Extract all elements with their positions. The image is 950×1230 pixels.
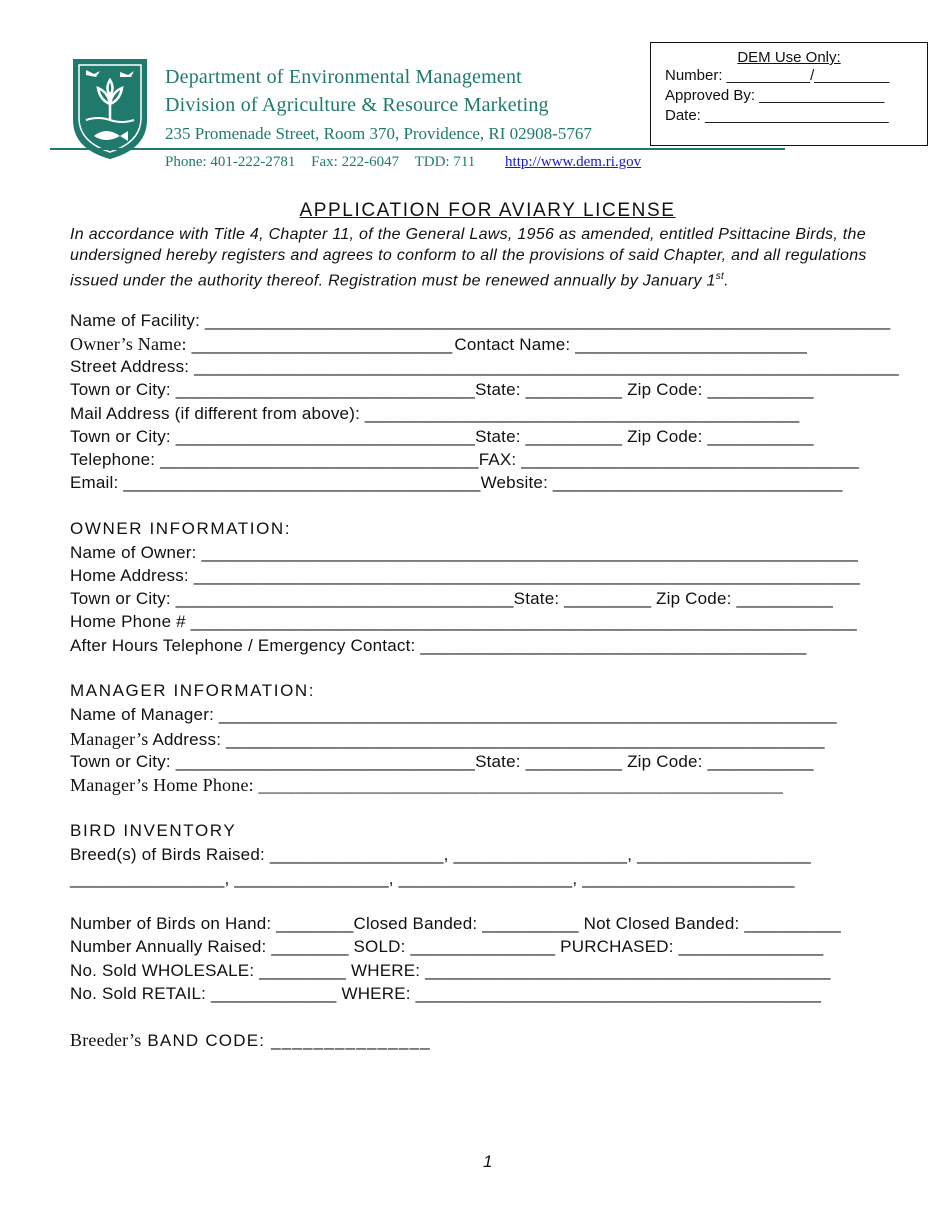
owner-info-heading: OWNER INFORMATION: xyxy=(70,519,292,538)
annually-raised-field[interactable]: Number Annually Raised: ________ SOLD: _______________ PURCHASED: _______________ xyxy=(70,937,824,956)
manager-info-heading: MANAGER INFORMATION: xyxy=(70,681,316,700)
facility-name-field[interactable]: Name of Facility: _______________________________________________________________________ xyxy=(70,311,891,330)
email-website-field[interactable]: Email: _____________________________________Website: ______________________________ xyxy=(70,473,843,492)
department-address: 235 Promenade Street, Room 370, Providence, RI 02908-5767 xyxy=(165,124,592,143)
owner-name-label: Owner’s Name: xyxy=(70,334,187,354)
street-address-field[interactable]: Street Address: _________________________________________________________________________ xyxy=(70,357,899,376)
manager-address-label: Manager’s xyxy=(70,729,149,749)
dem-approved-field: Approved By: _______________ xyxy=(665,87,885,104)
manager-address-field[interactable] xyxy=(70,729,825,750)
manager-home-phone-field[interactable]: Manager’s Home Phone: _________________________________________________________ xyxy=(70,775,783,795)
emergency-contact-field[interactable]: After Hours Telephone / Emergency Contact: ________________________________________ xyxy=(70,636,807,655)
manager-name-field[interactable]: Name of Manager: ________________________________________________________________ xyxy=(70,705,837,724)
phone-number: Phone: 401-222-2781 xyxy=(165,154,296,170)
contact-line xyxy=(165,154,641,171)
breeds-raised-field[interactable]: Breed(s) of Birds Raised: __________________, __________________, __________________ xyxy=(70,845,811,864)
dem-box-title: DEM Use Only: xyxy=(737,49,841,66)
owner-home-address-field[interactable]: Home Address: _____________________________________________________________________ xyxy=(70,566,860,585)
fax-number: Fax: 222-6047 xyxy=(311,154,400,170)
header-rule xyxy=(50,148,785,150)
dem-date-field: Date: ______________________ xyxy=(665,107,889,124)
sold-wholesale-field[interactable]: No. Sold WHOLESALE: _________ WHERE: __________________________________________ xyxy=(70,961,831,980)
contact-name-field: Contact Name: ________________________ xyxy=(454,335,807,354)
owner-name-field[interactable]: Name of Owner: ____________________________________________________________________ xyxy=(70,543,858,562)
band-code-label: Breeder’s xyxy=(70,1030,142,1050)
manager-town-state-zip-field[interactable]: Town or City: _______________________________State: __________ Zip Code: ___________ xyxy=(70,752,814,771)
intro-paragraph xyxy=(70,224,900,291)
dem-number-field: Number: __________/_________ xyxy=(665,67,890,84)
band-code-field[interactable] xyxy=(70,1030,431,1051)
intro-text: In accordance with Title 4, Chapter 11, of the General Laws, 1956 as amended, entitled Psittacine Birds, the undersigned hereby registers and agrees to conform to all the provisions of said Chapter, and all regulations issued under the authority thereof. Registration must be renewed annually by January 1 xyxy=(70,226,867,290)
mail-town-state-zip-field[interactable]: Town or City: _______________________________State: __________ Zip Code: ___________ xyxy=(70,427,814,446)
intro-period: . xyxy=(724,272,729,290)
manager-address-blank: Address: ______________________________________________________________ xyxy=(148,730,825,749)
department-name: Department of Environmental Management xyxy=(165,66,522,88)
birds-on-hand-field[interactable]: Number of Birds on Hand: ________Closed Banded: __________ Not Closed Banded: __________ xyxy=(70,914,841,933)
form-title: APPLICATION FOR AVIARY LICENSE xyxy=(299,200,676,221)
website-link[interactable]: http://www.dem.ri.gov xyxy=(505,154,642,170)
breeds-raised-field-2[interactable]: ________________, ________________, __________________, ______________________ xyxy=(70,869,795,888)
owner-town-state-zip-field[interactable]: Town or City: ___________________________________State: _________ Zip Code: __________ xyxy=(70,589,834,608)
band-code-blank: BAND CODE: _______________ xyxy=(141,1031,431,1050)
dem-use-only-box xyxy=(650,42,928,146)
owner-name-blank: ___________________________ xyxy=(186,335,453,354)
owner-contact-name-field[interactable] xyxy=(70,334,807,355)
mail-address-field[interactable]: Mail Address (if different from above): _____________________________________________ xyxy=(70,404,800,423)
tdd-number: TDD: 711 xyxy=(414,154,476,170)
owner-home-phone-field[interactable]: Home Phone # _____________________________________________________________________ xyxy=(70,612,857,631)
division-name: Division of Agriculture & Resource Marketing xyxy=(165,94,549,116)
page-number: 1 xyxy=(483,1152,493,1171)
telephone-fax-field[interactable]: Telephone: _________________________________FAX: ___________________________________ xyxy=(70,450,860,469)
intro-superscript: st xyxy=(715,271,725,282)
bird-inventory-heading: BIRD INVENTORY xyxy=(70,821,237,840)
dem-logo xyxy=(72,58,148,160)
town-state-zip-field[interactable]: Town or City: _______________________________State: __________ Zip Code: ___________ xyxy=(70,380,814,399)
sold-retail-field[interactable]: No. Sold RETAIL: _____________ WHERE: __________________________________________ xyxy=(70,984,822,1003)
